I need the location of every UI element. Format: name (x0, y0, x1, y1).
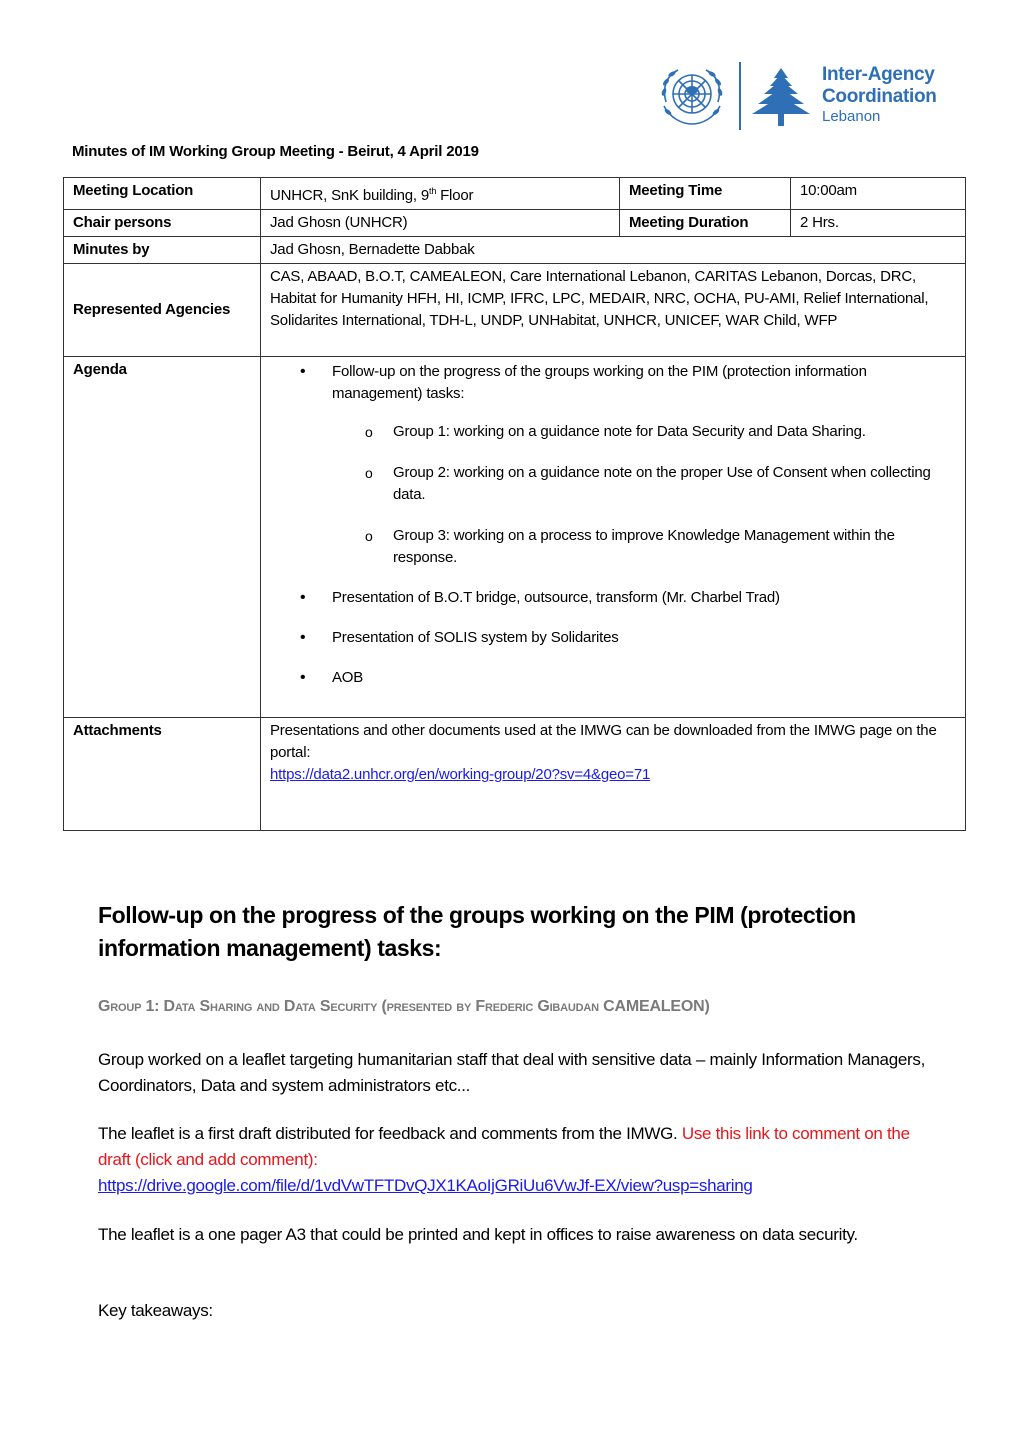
logo-text (822, 64, 937, 125)
un-emblem-icon (652, 62, 732, 130)
agenda-label: Agenda (64, 357, 261, 718)
minutes-by-value: Jad Ghosn, Bernadette Dabbak (261, 237, 966, 264)
key-takeaways-label: Key takeaways: (98, 1301, 213, 1320)
minutes-by-label: Minutes by (64, 237, 261, 264)
agenda-sub-item: o Group 3: working on a process to improve Knowledge Management within the response. (332, 525, 956, 569)
logo-line-3: Lebanon (822, 108, 881, 125)
meeting-location-value (261, 178, 620, 210)
agenda-item: • Presentation of SOLIS system by Solidarites (270, 627, 956, 649)
draft-link[interactable]: https://drive.google.com/file/d/1vdVwTFTDvQJX1KAoIjGRiUu6VwJf-EX/view?usp=sharing (98, 1176, 753, 1195)
paragraph-leaflet-target: Group worked on a leaflet targeting humanitarian staff that deal with sensitive data – mainly Information Managers, Coordinators, Data and system administrators etc... (98, 1050, 925, 1095)
agenda-item: • AOB (270, 667, 956, 689)
section-title: Follow-up on the progress of the groups working on the PIM (protection information management) tasks: (98, 902, 856, 961)
logo-line-1: Inter-Agency (822, 64, 935, 85)
agenda-value (261, 357, 966, 718)
draft-text: The leaflet is a first draft distributed for feedback and comments from the IMWG. (98, 1124, 682, 1143)
cedar-tree-icon (750, 66, 812, 128)
table-row (64, 237, 966, 264)
represented-agencies-value: CAS, ABAAD, B.O.T, CAMEALEON, Care International Lebanon, CARITAS Lebanon, Dorcas, DRC, Habitat for Humanity HFH, HI, ICMP, IFRC, LPC, MEDAIR, NRC, OCHA, PU-AMI, Relief International, Solidarites International, TDH-L, UNDP, UNHabitat, UNHCR, UNICEF, WAR Child, WFP (261, 264, 966, 357)
agenda-list (270, 361, 956, 689)
meeting-location-label: Meeting Location (64, 178, 261, 210)
table-row (64, 718, 966, 831)
agenda-item: • Presentation of B.O.T bridge, outsource, transform (Mr. Charbel Trad) (270, 587, 956, 609)
table-row (64, 210, 966, 237)
location-floor: Floor (436, 187, 474, 204)
comment-instruction: Use this link to comment on the draft (click and add comment): (98, 1124, 910, 1169)
attachments-label: Attachments (64, 718, 261, 831)
logo-line-2: Coordination (822, 86, 937, 107)
document-title: Minutes of IM Working Group Meeting - Beirut, 4 April 2019 (72, 143, 479, 160)
portal-link[interactable]: https://data2.unhcr.org/en/working-group/20?sv=4&geo=71 (270, 766, 651, 783)
chair-persons-value: Jad Ghosn (UNHCR) (261, 210, 620, 237)
group-1-subheading: Group 1: Data Sharing and Data Security (presented by Frederic Gibaudan CAMEALEON) (98, 998, 710, 1015)
agenda-sub-item: o Group 2: working on a guidance note on the proper Use of Consent when collecting data. (332, 462, 956, 506)
agenda-item (270, 361, 956, 569)
chair-persons-label: Chair persons (64, 210, 261, 237)
paragraph-leaflet-draft (98, 1121, 928, 1199)
attachments-text: Presentations and other documents used at the IMWG can be downloaded from the IMWG page on the portal: (270, 722, 937, 761)
paragraph-leaflet-format: The leaflet is a one pager A3 that could be printed and kept in offices to raise awareness on data security. (98, 1225, 858, 1244)
agenda-sub-list (332, 421, 956, 569)
location-text: UNHCR, SnK building, 9 (270, 187, 430, 204)
table-row (64, 264, 966, 357)
table-row (64, 178, 966, 210)
meeting-info-table (63, 177, 966, 831)
table-row (64, 357, 966, 718)
meeting-duration-label: Meeting Duration (620, 210, 791, 237)
represented-agencies-label: Represented Agencies (64, 264, 261, 357)
location-superscript: th (429, 186, 437, 196)
meeting-duration-value: 2 Hrs. (791, 210, 966, 237)
agenda-sub-item: o Group 1: working on a guidance note for Data Security and Data Sharing. (332, 421, 956, 443)
agenda-item-text: Follow-up on the progress of the groups working on the PIM (protection information management) tasks: (332, 363, 867, 402)
logo-divider (739, 62, 741, 130)
meeting-time-label: Meeting Time (620, 178, 791, 210)
header-logo (652, 60, 962, 132)
meeting-time-value: 10:00am (791, 178, 966, 210)
attachments-value (261, 718, 966, 831)
